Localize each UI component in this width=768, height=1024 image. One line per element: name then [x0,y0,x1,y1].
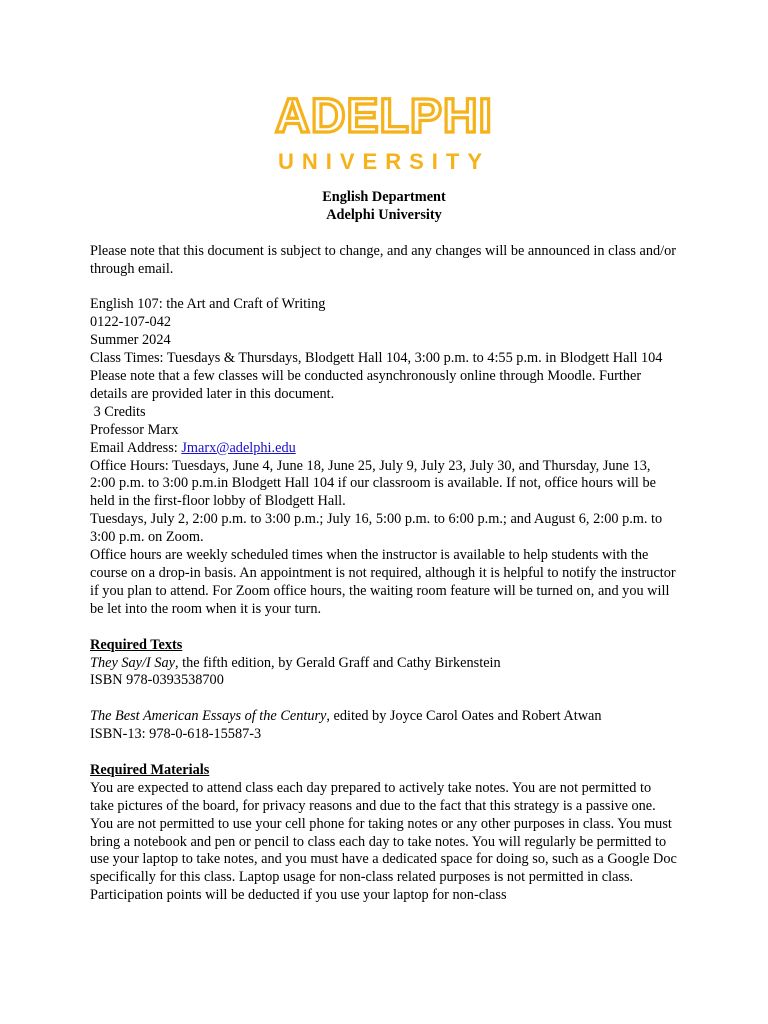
book1-citation [90,655,678,673]
office-hours-zoom: Tuesdays, July 2, 2:00 p.m. to 3:00 p.m.; July 16, 5:00 p.m. to 6:00 p.m.; and August 6, 2:00 p.m. to 3:00 p.m. on Zoom. [90,511,663,546]
course-title: English 107: the Art and Craft of Writing [90,296,326,313]
professor-name: Professor Marx [90,421,179,438]
book2-title: The Best American Essays of the Century [90,708,327,725]
required-materials-body: You are expected to attend class each day prepared to actively take notes. You are not permitted to take pictures of the board, for privacy reasons and due to the fact that this strategy is a passive one. You are not permitted to use your cell phone for taking notes or any other purposes in class. You must bring a notebook and pen or pencil to class each day to take notes. You will regularly be permitted to use your laptop to take notes, and you must have a dedicated space for doing so, such as a Google Doc specifically for this class. Laptop usage for non-class related purposes is not permitted in class. Participation points will be deducted if you use your laptop for non-class [90,779,677,904]
document-body [90,189,678,905]
book1-title: They Say/I Say [90,654,175,671]
course-term: Summer 2024 [90,332,171,349]
change-notice: Please note that this document is subject to change, and any changes will be announced in class and/or through email. [90,242,677,277]
university-logo [0,88,768,174]
office-hours-schedule: Office Hours: Tuesdays, June 4, June 18, June 25, July 9, July 23, July 30, and Thursday, June 13, 2:00 p.m. to 3:00 p.m.in Blodgett Hall 104 if our classroom is available. If not, office hours will be held in the first-floor lobby of Blodgett Hall. [90,457,656,510]
email-line [90,440,678,458]
university-title: Adelphi University [326,206,442,223]
email-link[interactable]: Jmarx@adelphi.edu [181,439,296,456]
book1-details: , the fifth edition, by Gerald Graff and Cathy Birkenstein [174,654,501,671]
adelphi-logo-svg [264,88,504,174]
book1-isbn: ISBN 978-0393538700 [90,672,224,689]
required-materials-heading: Required Materials [90,761,210,778]
async-note: Please note that a few classes will be conducted asynchronously online through Moodle. Further details are provided later in this document. [90,368,642,402]
course-number: 0122-107-042 [90,314,172,331]
class-times: Class Times: Tuesdays & Thursdays, Blodgett Hall 104, 3:00 p.m. to 4:55 p.m. in Blodgett Hall 104 [90,350,663,367]
logo-subtitle: UNIVERSITY [277,149,491,174]
email-label: Email Address: [90,439,182,456]
book2-isbn: ISBN-13: 978-0-618-15587-3 [90,726,262,743]
office-hours-description: Office hours are weekly scheduled times when the instructor is available to help students with the course on a drop-in basis. An appointment is not required, although it is helpful to notify the instructor if you plan to attend. For Zoom office hours, the waiting room feature will be turned on, and you will be let into the room when it is your turn. [90,547,676,617]
book2-details: , edited by Joyce Carol Oates and Robert Atwan [326,708,602,725]
required-texts-heading: Required Texts [90,636,183,653]
credits: 3 Credits [90,403,146,420]
book2-citation [90,708,678,726]
logo-wordmark: ADELPHI [275,90,493,143]
department-title: English Department [322,189,446,205]
